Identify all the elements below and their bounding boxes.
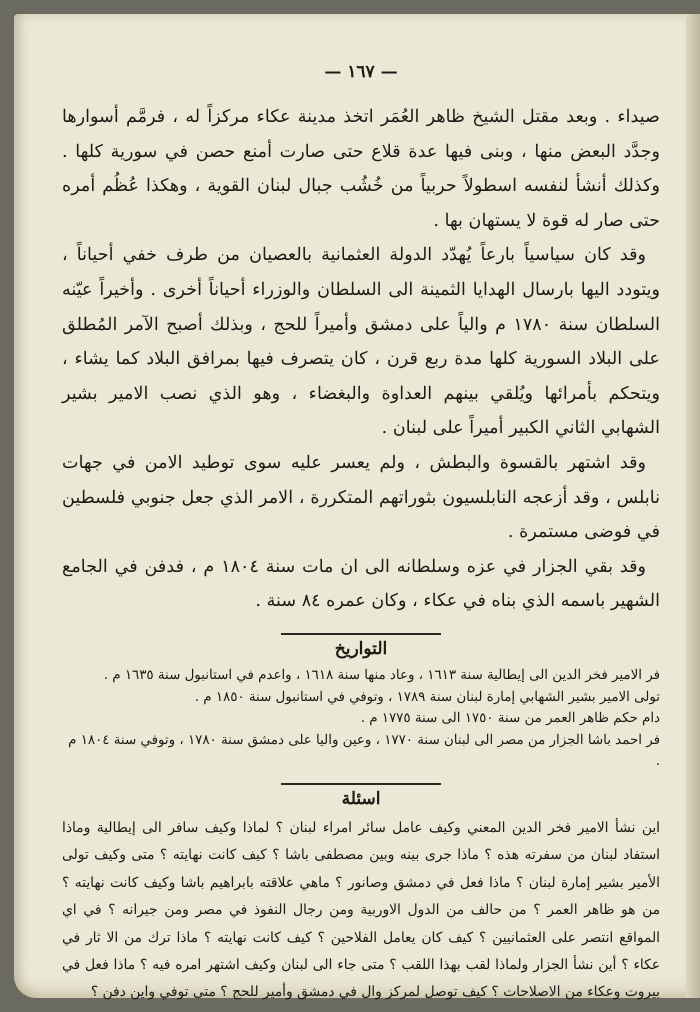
questions-text: اين نشأ الامير فخر الدين المعني وكيف عامل سائر امراء لبنان ؟ لماذا وكيف سافر الى إيطالية وماذا استفاد لبنان من سفرته هذه ؟ ماذا جرى بينه وبين مصطفى باشا ؟ كيف كانت نهايته ؟ متى وكيف تولى الأمير بشير إمارة لبنان ؟ ماذا فعل في دمشق وصانور ؟ ماهي علاقته بابراهيم باشا وكيف كانت نهايته ؟ من هو ظاهر العمر ؟ من حالف من الدول الاوربية ومن رجال النفوذ في مصر ومن جيرانه ؟ في اي المواقع انتصر على العثمانيين ؟ كيف كان يعامل الفلاحين ؟ كيف كانت نهايته ؟ ماذا ترك من الا ثار في عكاء ؟ أين نشأ الجزار ولماذا لقب بهذا اللقب ؟ متى جاء الى لبنان وكيف اشتهر امره فيه ؟ ماذا فعل في بيروت وعكاء من الاصلاحات ؟ كيف توصل لمركز وال في دمشق وأمير للحج ؟ متى توفي واين دفن ؟ — [62, 819, 660, 1001]
dates-title: التواريخ — [334, 638, 388, 659]
paragraph-1: صيداء . وبعد مقتل الشيخ ظاهر العُمَر اتخذ مدينة عكاء مركزاً له ، فرمَّم أسوارها وجدَّد البعض منها ، وبنى فيها عدة قلاع حتى صارت أمنع حصن في سورية كلها . وكذلك أنشأ لنفسه اسطولاً حربياً من خُشُب جبال لبنان القوية ، وهكذا عُظُم أمره حتى صار له قوة لا يستهان بها . — [62, 107, 660, 231]
section-divider — [281, 633, 441, 635]
list-item: دام حكم ظاهر العمر من سنة ١٧٥٠ الى سنة ١٧٧٥ م . — [360, 711, 660, 727]
dates-list — [62, 665, 660, 773]
list-item: فر الامير فخر الدين الى إيطالية سنة ١٦١٣ ، وعاد منها سنة ١٦١٨ ، واعدم في استانبول سنة ١٦٣٥ م . — [103, 667, 660, 683]
section-divider — [281, 783, 441, 785]
page-binding-edge — [686, 14, 700, 998]
questions-title: اسئلة — [341, 788, 381, 809]
paragraph-4: وقد بقي الجزار في عزه وسلطانه الى ان مات سنة ١٨٠٤ م ، فدفن في الجامع الشهير باسمه الذي بناه في عكاء ، وكان عمره ٨٤ سنة . — [62, 556, 660, 612]
body-text — [62, 100, 660, 619]
paragraph-2: وقد كان سياسياً بارعاً يُهدّد الدولة العثمانية بالعصيان من طرف خفي أحياناً ، ويتودد اليها بارسال الهدايا الثمينة الى السلطان والوزراء أحياناً أخرى . وأخيراً عيّنه السلطان سنة ١٧٨٠ م والياً على دمشق وأميراً للحج ، وبذلك أصبح الآمر المُطلق على البلاد السورية كلها مدة ربع قرن ، كان يتصرف فيها بمرافق البلاد كما يشاء ، ويتحكم بأمرائها ويُلقي بينهم العداوة والبغضاء ، وهو الذي نصب الامير بشير الشهابي الثاني الكبير أميراً على لبنان . — [62, 245, 660, 439]
paragraph-3: وقد اشتهر بالقسوة والبطش ، ولم يعسر عليه سوى توطيد الامن في جهات نابلس ، وقد أزعجه النابلسيون بثوراتهم المتكررة ، الامر الذي جعل جنوبي فلسطين في فوضى مستمرة . — [62, 452, 660, 543]
questions-block — [62, 815, 660, 1007]
list-item: فر احمد باشا الجزار من مصر الى لبنان سنة ١٧٧٠ ، وعين واليا على دمشق سنة ١٧٨٠ ، وتوفي سنة ١٨٠٤ م . — [68, 732, 660, 770]
list-item: تولى الامير بشير الشهابي إمارة لبنان سنة ١٧٨٩ ، وتوفي في استانبول سنة ١٨٥٠ م . — [194, 689, 660, 705]
page-content — [62, 62, 660, 1007]
page-number: — ١٦٧ — — [324, 62, 398, 82]
